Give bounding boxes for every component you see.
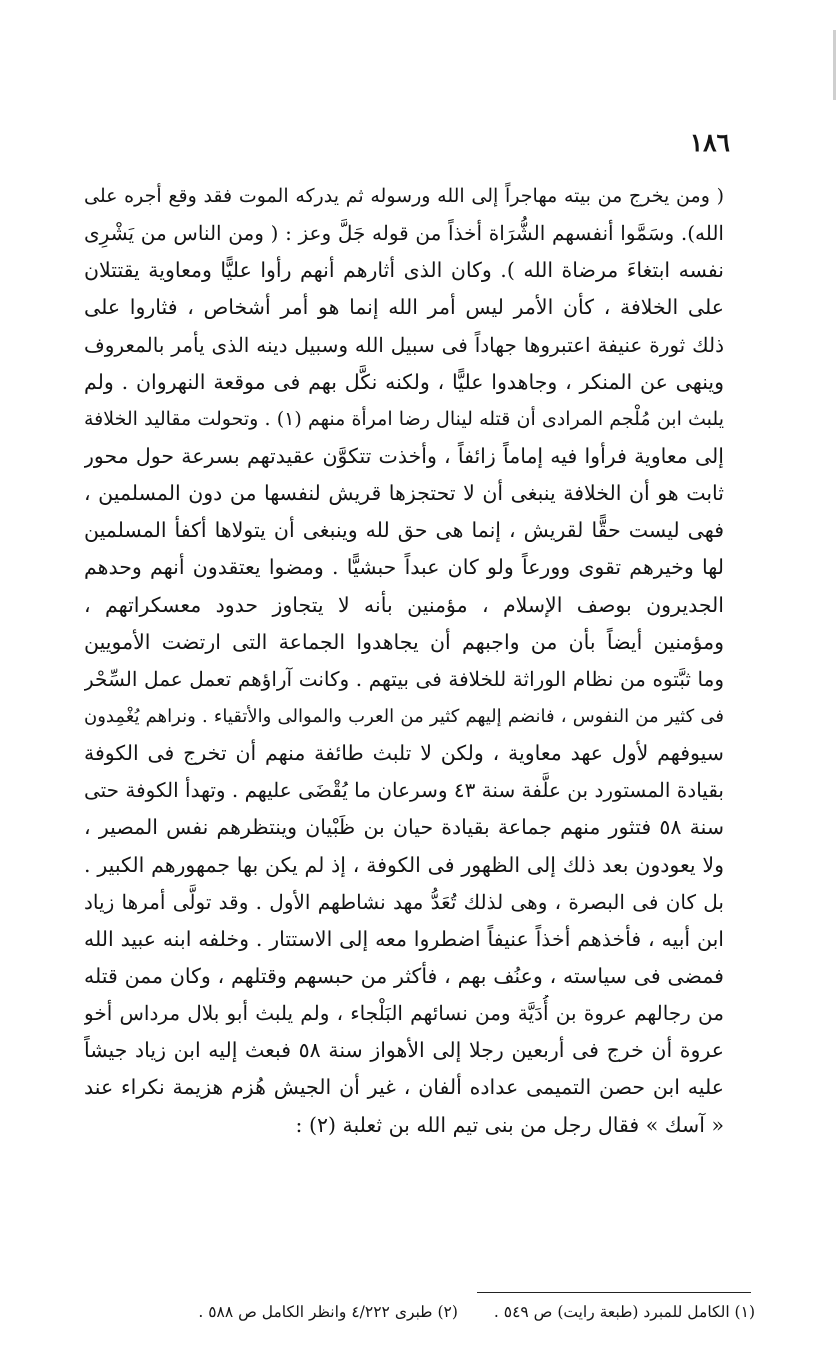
text-line: ذلك ثورة عنيفة اعتبروها جهاداً فى سبيل الله وسبيل دينه الذى يأمر بالمعروف (84, 332, 724, 357)
text-line: من رجالهم عروة بن أُدَيَّة ومن نسائهم البَلْجاء ، ولم يلبث أبو بلال مرداس أخو (84, 1001, 724, 1026)
text-line: يلبث ابن مُلْجم المرادى أن قتله لينال رضا امرأة منهم (١) . وتحولت مقاليد الخلافة (84, 407, 724, 430)
footnote-1: (١) الكامل للمبرد (طبعة رايت) ص ٥٤٩ . (493, 1303, 755, 1321)
text-line-last: « آسك » فقال رجل من بنى تيم الله بن ثعلبة (٢) : (295, 1112, 724, 1137)
text-line: الجديرون بوصف الإسلام ، مؤمنين بأنه لا يتجاوز حدود معسكراتهم ، (84, 592, 724, 617)
text-line: نفسه ابتغاءَ مرضاة الله ). وكان الذى أثارهم أنهم رأوا عليًّا ومعاوية يقتتلان (84, 258, 724, 283)
body-text (84, 178, 724, 1144)
text-line: عروة أن خرج فى أربعين رجلا إلى الأهواز سنة ٥٨ فبعث إليه ابن زياد جيشاً (84, 1038, 724, 1063)
text-line: ثابت هو أن الخلافة ينبغى أن لا تحتجزها قريش لنفسها من دون المسلمين ، (84, 481, 724, 506)
footnote-2: (٢) طبرى ٤/٢٢٢ وانظر الكامل ص ٥٨٨ . (198, 1303, 458, 1321)
text-line: لها وخيرهم تقوى وورعاً ولو كان عبداً حبشيًّا . ومضوا يعتقدون أنهم وحدهم (84, 555, 724, 580)
footnote-divider (477, 1292, 751, 1293)
text-line: سنة ٥٨ فتثور منهم جماعة بقيادة حيان بن ظَبْيان وينتظرهم نفس المصير ، (84, 815, 724, 840)
text-line: عليه ابن حصن التميمى عداده ألفان ، غير أن الجيش هُزم هزيمة نكراء عند (84, 1075, 724, 1100)
text-line: فهى ليست حقًّا لقريش ، إنما هى حق لله وينبغى أن يتولاها أكفأ المسلمين (84, 518, 724, 543)
text-line: إلى معاوية فرأوا فيه إماماً زائفاً ، وأخذت تتكوَّن عقيدتهم بسرعة حول محور (84, 443, 724, 468)
text-line: وما ثبَّتوه من نظام الوراثة للخلافة فى بيتهم . وكانت آراؤهم تعمل عمل السِّحْر (84, 666, 724, 691)
text-line: ولا يعودون بعد ذلك إلى الظهور فى الكوفة ، إذ لم يكن بها جمهورهم الكبير . (84, 852, 724, 877)
text-line: وينهى عن المنكر ، وجاهدوا عليًّا ، ولكنه نكَّل بهم فى موقعة النهروان . ولم (84, 369, 724, 394)
scan-edge-mark (833, 30, 836, 100)
text-line: ومؤمنين أيضاً بأن من واجبهم أن يجاهدوا الجماعة التى ارتضت الأمويين (84, 629, 724, 654)
text-line: سيوفهم لأول عهد معاوية ، ولكن لا تلبث طائفة منهم أن تخرج فى الكوفة (84, 741, 724, 766)
text-line: على الخلافة ، كأن الأمر ليس أمر الله إنما هو أمر أشخاص ، فثاروا على (84, 295, 724, 320)
text-line: بل كان فى البصرة ، وهى لذلك تُعَدُّ مهد نشاطهم الأول . وقد تولَّى أمرها زياد (84, 889, 724, 914)
text-line: ( ومن يخرج من بيته مهاجراً إلى الله ورسوله ثم يدركه الموت فقد وقع أجره على (84, 185, 724, 207)
text-line: فى كثير من النفوس ، فانضم إليهم كثير من العرب والموالى والأتقياء . ونراهم يُغْمِدون (84, 705, 724, 727)
text-line: الله). وسَمَّوا أنفسهم الشُّرَاة أخذاً من قوله جَلَّ وعز : ( ومن الناس من يَشْرِى (84, 221, 724, 246)
text-line: بقيادة المستورد بن علَّفة سنة ٤٣ وسرعان ما يُقْضَى عليهم . وتهدأ الكوفة حتى (84, 778, 724, 803)
footnotes (198, 1303, 755, 1321)
text-line: ابن أبيه ، فأخذهم أخذاً عنيفاً اضطروا معه إلى الاستتار . وخلفه ابنه عبيد الله (84, 926, 724, 951)
page-number: ١٨٦ (689, 128, 730, 157)
text-line: فمضى فى سياسته ، وعنُف بهم ، فأكثر من حبسهم وقتلهم ، وكان ممن قتله (84, 963, 724, 988)
